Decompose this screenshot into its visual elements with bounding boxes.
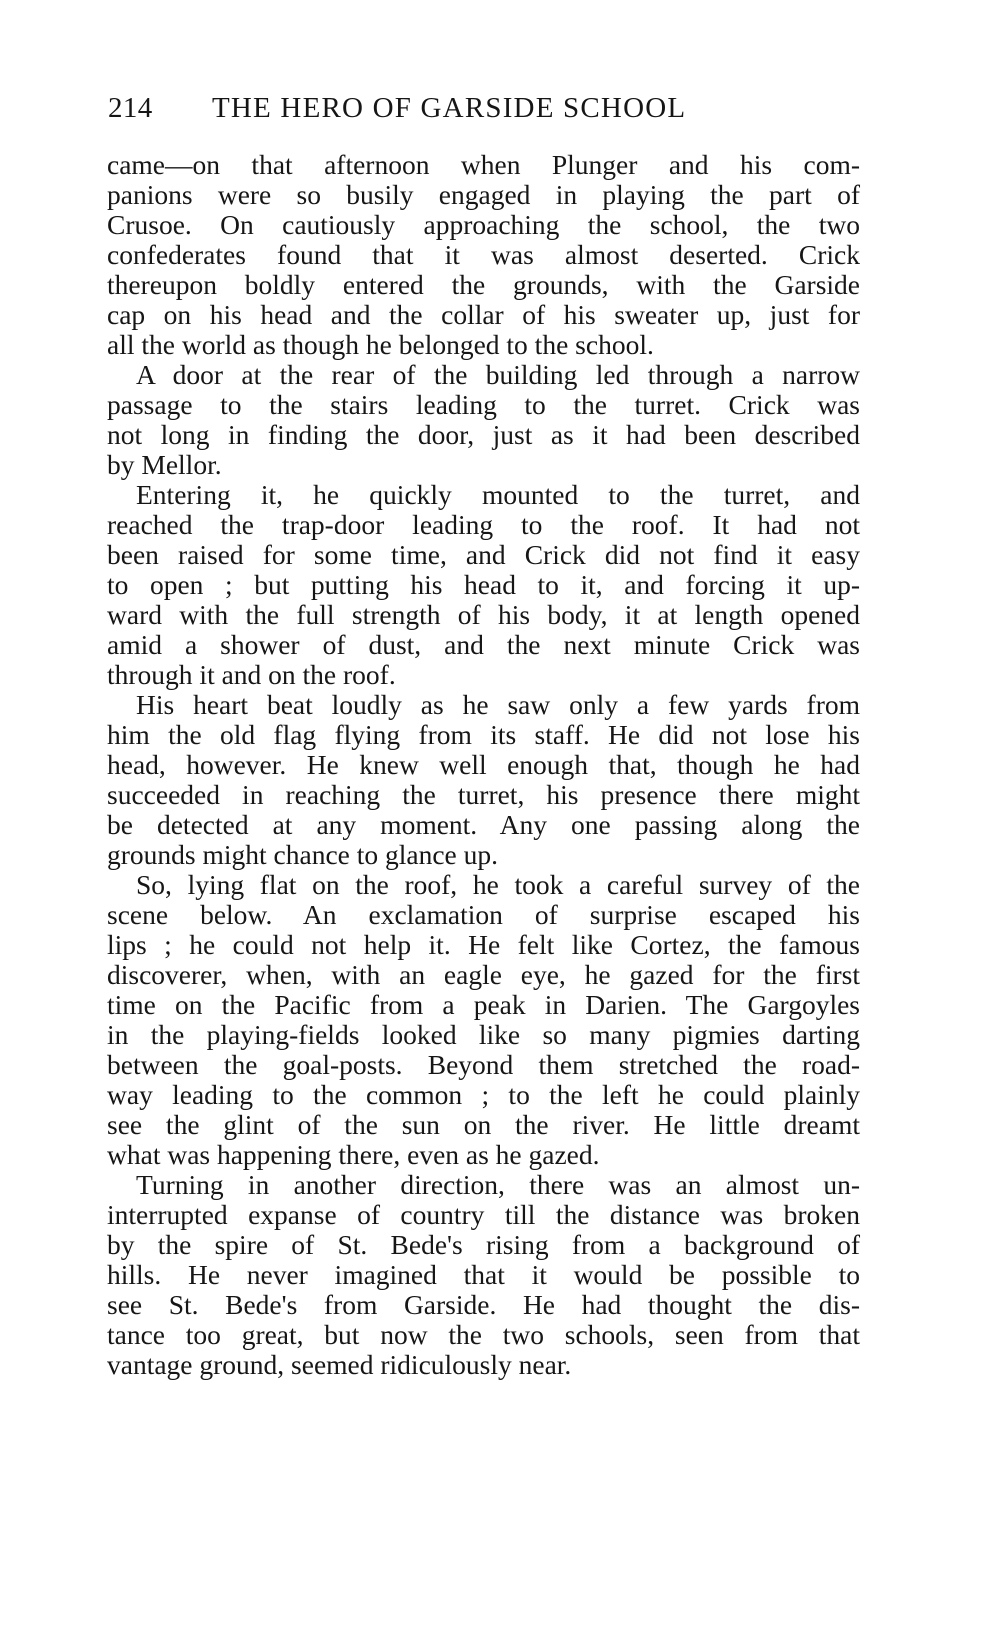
text-line: amid a shower of dust, and the next minute Crick was — [107, 629, 860, 660]
text-line: came—on that afternoon when Plunger and his com- — [107, 149, 860, 180]
text-line: cap on his head and the collar of his sweater up, just for — [107, 299, 860, 330]
text-line: him the old flag flying from its staff. He did not lose his — [107, 719, 860, 750]
text-line: through it and on the roof. — [107, 659, 396, 690]
running-head — [108, 92, 868, 132]
text-line: discoverer, when, with an eagle eye, he gazed for the first — [107, 959, 860, 990]
text-line: interrupted expanse of country till the distance was broken — [107, 1199, 860, 1230]
text-line: in the playing-fields looked like so many pigmies darting — [107, 1019, 860, 1050]
text-line: by the spire of St. Bede's rising from a background of — [107, 1229, 860, 1260]
text-line: what was happening there, even as he gazed. — [107, 1139, 600, 1170]
text-line: grounds might chance to glance up. — [107, 839, 499, 870]
text-line: succeeded in reaching the turret, his presence there might — [107, 779, 860, 810]
text-line: see St. Bede's from Garside. He had thought the dis- — [107, 1289, 860, 1320]
book-title: THE HERO OF GARSIDE SCHOOL — [212, 92, 687, 124]
text-line: His heart beat loudly as he saw only a few yards from — [136, 689, 860, 720]
text-line: So, lying flat on the roof, he took a careful survey of the — [136, 869, 860, 900]
text-line: been raised for some time, and Crick did not find it easy — [107, 539, 860, 570]
text-line: panions were so busily engaged in playing the part of — [107, 179, 860, 210]
text-line: by Mellor. — [107, 449, 222, 480]
text-line: lips ; he could not help it. He felt like Cortez, the famous — [107, 929, 860, 960]
text-line: vantage ground, seemed ridiculously near. — [107, 1349, 572, 1380]
body-text — [107, 150, 860, 1380]
text-line: see the glint of the sun on the river. He little dreamt — [107, 1109, 860, 1140]
text-line: way leading to the common ; to the left he could plainly — [107, 1079, 860, 1110]
page-number: 214 — [108, 92, 153, 124]
text-line: time on the Pacific from a peak in Darien. The Gargoyles — [107, 989, 860, 1020]
text-line: thereupon boldly entered the grounds, with the Garside — [107, 269, 860, 300]
text-line: tance too great, but now the two schools, seen from that — [107, 1319, 860, 1350]
text-line: hills. He never imagined that it would be possible to — [107, 1259, 860, 1290]
text-line: passage to the stairs leading to the turret. Crick was — [107, 389, 860, 420]
text-line: all the world as though he belonged to the school. — [107, 329, 654, 360]
text-line: confederates found that it was almost deserted. Crick — [107, 239, 860, 270]
text-line: not long in finding the door, just as it had been described — [107, 419, 860, 450]
text-line: be detected at any moment. Any one passing along the — [107, 809, 860, 840]
text-line: Crusoe. On cautiously approaching the school, the two — [107, 209, 860, 240]
text-line: head, however. He knew well enough that, though he had — [107, 749, 860, 780]
text-line: reached the trap-door leading to the roof. It had not — [107, 509, 860, 540]
text-line: A door at the rear of the building led through a narrow — [136, 359, 860, 390]
text-line: scene below. An exclamation of surprise escaped his — [107, 899, 860, 930]
text-line: Entering it, he quickly mounted to the turret, and — [136, 479, 860, 510]
text-line: to open ; but putting his head to it, and forcing it up- — [107, 569, 860, 600]
text-line: Turning in another direction, there was an almost un- — [136, 1169, 860, 1200]
text-line: between the goal-posts. Beyond them stretched the road- — [107, 1049, 860, 1080]
text-line: ward with the full strength of his body, it at length opened — [107, 599, 860, 630]
